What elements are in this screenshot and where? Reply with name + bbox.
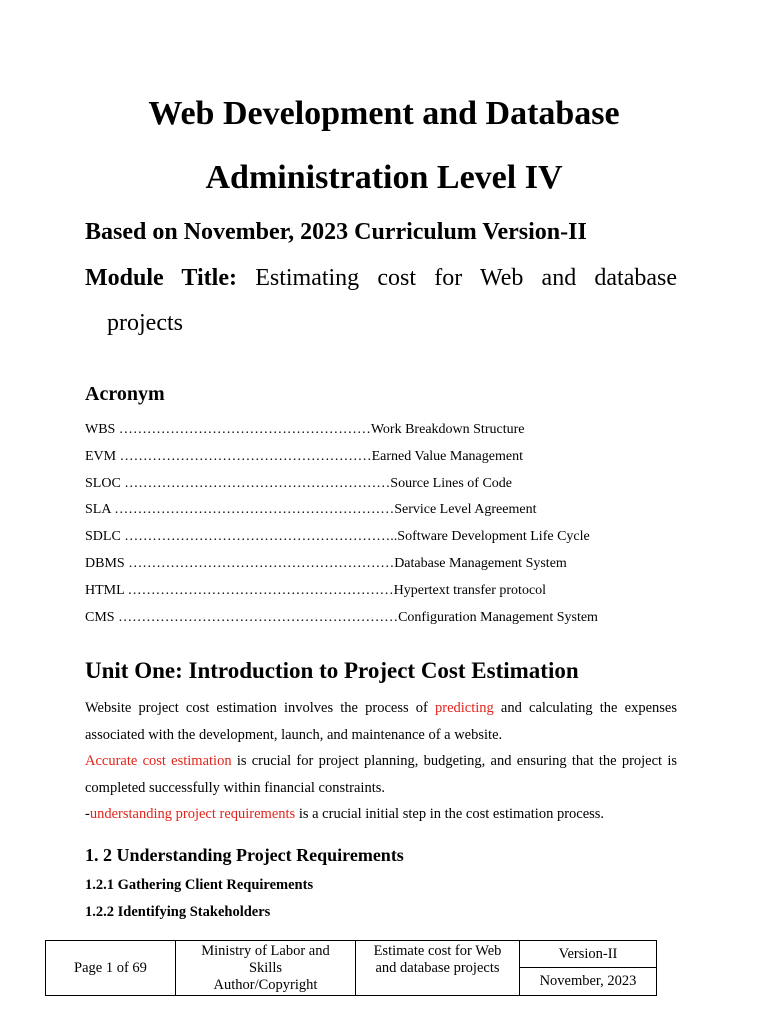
acronym-item: SLOC …………………………………………………Source Lines of Code xyxy=(85,475,512,491)
acronym-heading: Acronym xyxy=(85,383,165,405)
unit-paragraph-1: Website project cost estimation involves the process of predicting and calculating the expenses associated with the development, launch, and maintenance of a website. xyxy=(85,700,677,743)
module-title-continuation: projects xyxy=(107,310,183,336)
acronym-item: WBS ………………………………………………Work Breakdown Structure xyxy=(85,422,525,437)
document-title-line-2: Administration Level IV xyxy=(205,159,563,196)
unit-paragraph-2: Accurate cost estimation is crucial for project planning, budgeting, and ensuring that the project is completed successfully within financial constraints. xyxy=(85,753,677,796)
module-title xyxy=(85,263,677,293)
page-footer-table xyxy=(45,940,657,996)
footer-version: Version-II xyxy=(520,941,657,968)
curriculum-version: Based on November, 2023 Curriculum Version-II xyxy=(85,219,587,245)
document-title-line-1: Web Development and Database xyxy=(148,95,620,132)
subsection-heading-2: 1.2.2 Identifying Stakeholders xyxy=(85,904,271,920)
acronym-item: EVM ………………………………………………Earned Value Management xyxy=(85,448,523,464)
unit-paragraph-3: -understanding project requirements is a crucial initial step in the cost estimation process. xyxy=(85,806,605,822)
footer-document-name: Estimate cost for Web and database projects xyxy=(356,941,520,996)
footer-date: November, 2023 xyxy=(520,968,657,996)
highlight-text: predicting xyxy=(434,700,494,716)
section-heading: 1. 2 Understanding Project Requirements xyxy=(85,845,404,865)
footer-ministry: Ministry of Labor and Skills Author/Copyright xyxy=(176,941,356,996)
highlight-text: Accurate cost estimation xyxy=(85,753,232,769)
acronym-item: DBMS …………………………………………………Database Management System xyxy=(85,555,567,571)
highlight-text: understanding project requirements xyxy=(89,806,296,822)
acronym-item: HTML …………………………………………………Hypertext transfer protocol xyxy=(85,582,547,598)
acronym-item: SLA ……………………………………………………Service Level Agreement xyxy=(85,502,537,518)
module-title-label: Module Title: xyxy=(85,265,237,291)
acronym-item: CMS ……………………………………………………Configuration Management System xyxy=(85,609,598,625)
module-title-text: Estimating cost for Web and database xyxy=(255,265,678,291)
subsection-heading-1: 1.2.1 Gathering Client Requirements xyxy=(85,877,314,893)
unit-heading: Unit One: Introduction to Project Cost Estimation xyxy=(85,658,579,683)
acronym-list xyxy=(85,417,598,631)
acronym-item: SDLC …………………………………………………..Software Development Life Cycle xyxy=(85,529,590,545)
footer-page-number: Page 1 of 69 xyxy=(46,941,176,996)
